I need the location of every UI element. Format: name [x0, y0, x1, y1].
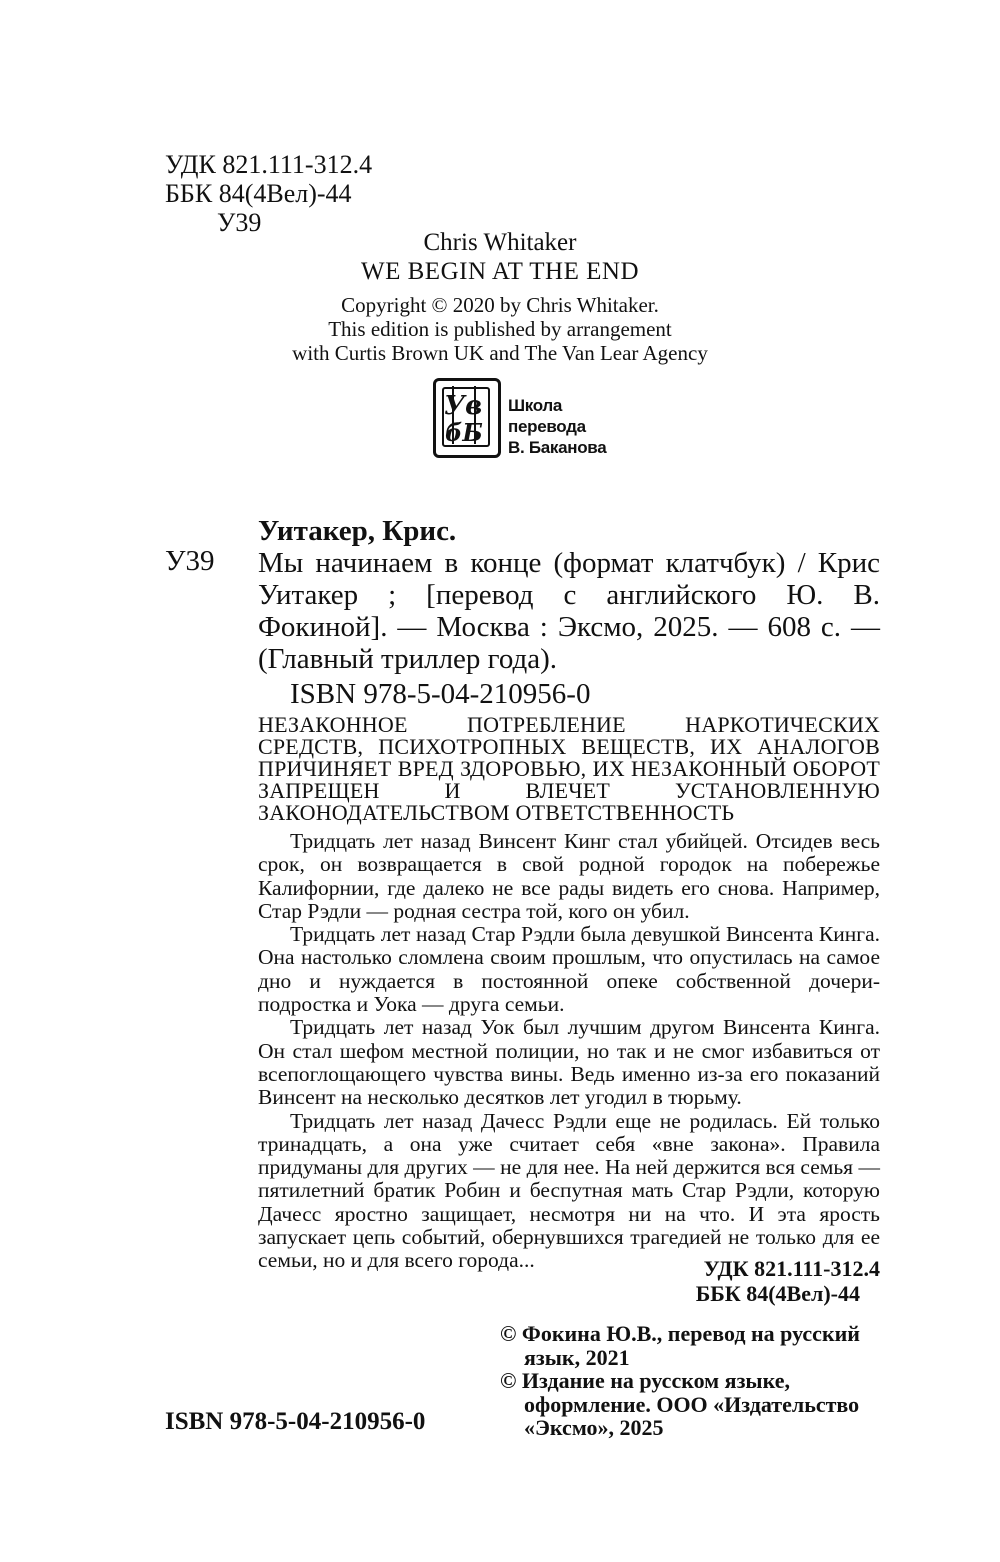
footer-udk: УДК 821.111-312.4: [703, 1256, 880, 1281]
annotation-paragraph: Тридцать лет назад Стар Рэдли была девушкой Винсента Кинга. Она настолько сломлена своим прошлым, что опустилась на самое дно и нуждается в постоянной опеке собственной дочери-подростка и Уока — друга семьи.: [258, 922, 880, 1017]
school-logo: [433, 378, 633, 456]
bib-author: Уитакер, Крис.: [258, 515, 457, 547]
school-logo-text: [508, 395, 633, 458]
copyright-line: Copyright © 2020 by Chris Whitaker.: [341, 293, 659, 317]
school-logo-icon: [433, 378, 501, 458]
original-copyright: [0, 293, 1000, 365]
logo-glyph-bottom: бБ: [445, 418, 483, 447]
copyright-edition: © Издание на русском языке, оформление. ООО «Издательство «Эксмо», 2025: [500, 1368, 860, 1440]
udk-code: УДК 821.111-312.4: [165, 150, 373, 179]
annotation: [258, 830, 880, 1273]
annotation-paragraph: Тридцать лет назад Дачесс Рэдли еще не родилась. Ей только тринадцать, а она уже считает себя «вне закона». Правила придуманы для других — не для нее. На ней держится вся семья — пятилетний братик Робин и беспутная мать Стар Рэдли, которую Дачесс яростно защищает, несмотря ни на что. И эта ярость запускает цепь событий, обернувшихся трагедией не только для ее семьи, но и для всего города...: [258, 1108, 880, 1273]
author-mark: У39: [217, 208, 262, 237]
footer-isbn: ISBN 978-5-04-210956-0: [165, 1408, 426, 1435]
original-title: WE BEGIN AT THE END: [361, 258, 639, 285]
bibliographic-record: [258, 515, 880, 675]
copyright-block: [500, 1322, 890, 1440]
footer-classification: [600, 1256, 880, 1306]
bib-entry: Мы начинаем в конце (формат клатчбук) / Крис Уитакер ; [перевод с английского Ю. В. Фокиной]. — Москва : Эксмо, 2025. — 608 с. — (Главный триллер года).: [258, 547, 880, 675]
annotation-paragraph: Тридцать лет назад Уок был лучшим другом Винсента Кинга. Он стал шефом местной полиции, но так и не смог избавиться от всепоглощающего чувства вины. Ведь именно из-за его показаний Винсент на несколько десятков лет угодил в тюрьму.: [258, 1015, 880, 1110]
isbn-record: ISBN 978-5-04-210956-0: [290, 678, 591, 710]
copyright-line: This edition is published by arrangement: [328, 317, 672, 341]
copyright-line: with Curtis Brown UK and The Van Lear Agency: [292, 341, 708, 365]
copyright-translation: © Фокина Ю.В., перевод на русский язык, 2021: [500, 1321, 860, 1370]
bbk-code: ББК 84(4Вел)-44: [165, 179, 352, 208]
legal-warning: НЕЗАКОННОЕ ПОТРЕБЛЕНИЕ НАРКОТИЧЕСКИХ СРЕДСТВ, ПСИХОТРОПНЫХ ВЕЩЕСТВ, ИХ АНАЛОГОВ ПРИЧИНЯЕТ ВРЕД ЗДОРОВЬЮ, ИХ НЕЗАКОННЫЙ ОБОРОТ ЗАПРЕЩЕН И ВЛЕЧЕТ УСТАНОВЛЕННУЮ ЗАКОНОДАТЕЛЬСТВОМ ОТВЕТСТВЕННОСТЬ: [258, 712, 880, 825]
logo-text-line: В. Баканова: [508, 438, 607, 457]
logo-glyph-top: Ув: [444, 391, 483, 421]
annotation-paragraph: Тридцать лет назад Винсент Кинг стал убийцей. Отсидев весь срок, он возвращается в свой родной городок на побережье Калифорнии, где далеко не все рады видеть его снова. Например, Стар Рэдли — родная сестра той, кого он убил.: [258, 829, 880, 923]
footer-bbk: ББК 84(4Вел)-44: [695, 1281, 860, 1306]
logo-text-line: Школа перевода: [508, 396, 586, 436]
classification-block: [165, 150, 372, 237]
original-author: Chris Whitaker: [423, 229, 577, 256]
bib-author-mark: У39: [165, 545, 215, 577]
